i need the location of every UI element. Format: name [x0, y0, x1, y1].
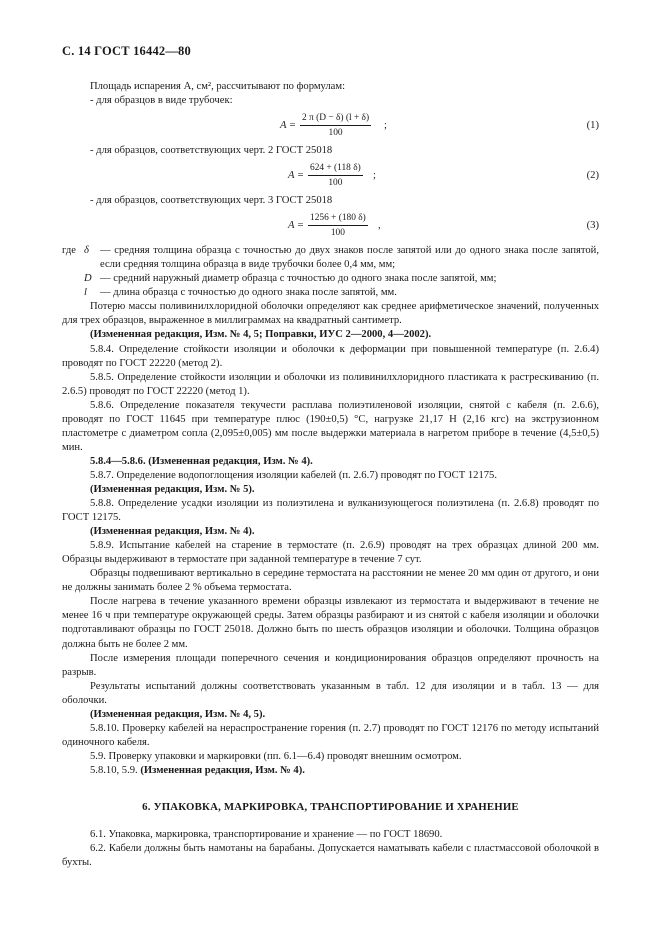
paragraph-5-8-4: 5.8.4. Определение стойкости изоляции и оболочки к деформации при повышенной температуре (п. 2.6.4) проводят по ГОСТ 22220 (метод 2).	[62, 343, 599, 369]
formula-denominator: 100	[328, 128, 343, 139]
amendment-note: (Измененная редакция, Изм. № 4, 5; Поправки, ИУС 2—2000, 4—2002).	[90, 329, 432, 341]
formula-2	[62, 160, 599, 194]
formula-numerator: 2 π (D − δ) (l + δ)	[300, 112, 371, 126]
variable-row	[62, 244, 599, 272]
variable-symbol: δ	[84, 245, 89, 257]
paragraph-5-8-8: 5.8.8. Определение усадки изоляции из полиэтилена и вулканизующегося полиэтилена (п. 2.6.8) проводят по ГОСТ 12175.	[62, 498, 599, 524]
formula-lhs: A =	[280, 120, 297, 132]
page-header: С. 14 ГОСТ 16442—80	[62, 44, 191, 58]
amendment-note: 5.8.4—5.8.6. (Измененная редакция, Изм. № 4).	[90, 455, 313, 467]
paragraph-5-8-9: 5.8.9. Испытание кабелей на старение в термостате (п. 2.6.9) проводят на трех образцах длиной 200 мм. Образцы выдерживают в термостате при заданной температуре в течение 7 сут.	[62, 540, 599, 566]
paragraph: После измерения площади поперечного сечения и кондиционирования образцов определяют прочность на разрыв.	[62, 652, 599, 678]
formula-1	[62, 110, 599, 144]
variable-list	[62, 244, 599, 300]
formula-number: (1)	[586, 120, 599, 132]
paragraph: После нагрева в течение указанного времени образцы извлекают из термостата и выдерживают в течение не менее 16 ч при температуре окружающей среды. Затем образцы разбирают и из снятой с кабеля изоляции и оболочки подготавливают образцы по ГОСТ 25018. Должно быть по шесть образцов изоляции и оболочки. Толщина образцов должна быть не более 2 мм.	[62, 596, 599, 650]
formula-numerator: 624 + (118 δ)	[308, 162, 363, 176]
paragraph-5-8-10: 5.8.10. Проверку кабелей на нераспространение горения (п. 2.7) проводят по ГОСТ 12176 по методу испытаний одиночного кабеля.	[62, 722, 599, 748]
paragraph-5-8-6: 5.8.6. Определение показателя текучести расплава полиэтиленовой изоляции, снятой с кабеля (п. 2.6.6), проводят по ГОСТ 11645 при температуре плюс (190±0,5) °С, нагрузке 21,17 Н (2,16 кгс) на экструзионном пластометре с диаметром сопла (2,095±0,005) мм после выдержки материала в нагретом приборе в течение (4,5±0,5) мин.	[62, 399, 599, 453]
variable-text: — длина образца с точностью до одного знака после запятой, мм.	[100, 287, 397, 299]
formula-lead: - для образцов, соответствующих черт. 3 ГОСТ 25018	[90, 195, 333, 207]
document-body	[62, 80, 599, 870]
formula-numerator: 1256 + (180 δ)	[308, 212, 368, 226]
amendment-note: (Измененная редакция, Изм. № 4).	[140, 764, 305, 776]
formula-lhs: A =	[288, 220, 305, 232]
formula-denominator: 100	[328, 178, 343, 189]
formula-lead: - для образцов, соответствующих черт. 2 ГОСТ 25018	[90, 145, 333, 157]
paragraph-5-9: 5.9. Проверку упаковки и маркировки (пп. 6.1—6.4) проводят внешним осмотром.	[90, 750, 462, 762]
formula-lead: - для образцов в виде трубочек:	[90, 95, 233, 107]
paragraph: Результаты испытаний должны соответствовать указанным в табл. 12 для изоляции и в табл. 13 — для оболочки.	[62, 680, 599, 706]
formula-punct: ;	[384, 120, 387, 132]
paragraph-6-2: 6.2. Кабели должны быть намотаны на барабаны. Допускается наматывать кабели с пластмассовой оболочкой в бухты.	[62, 843, 599, 869]
paragraph-5-8-5: 5.8.5. Определение стойкости изоляции и оболочки из поливинилхлоридного пластиката к растрескиванию (п. 2.6.5) проводят по ГОСТ 22220 (метод 1).	[62, 371, 599, 397]
formula-number: (3)	[586, 220, 599, 232]
variable-row	[62, 286, 599, 300]
paragraph-5-8-7: 5.8.7. Определение водопоглощения изоляции кабелей (п. 2.6.7) проводят по ГОСТ 12175.	[90, 469, 497, 481]
variable-symbol: D	[84, 273, 92, 285]
amendment-note: (Измененная редакция, Изм. № 4, 5).	[90, 708, 266, 720]
formula-fraction	[300, 112, 371, 139]
amendment-line	[62, 764, 599, 778]
intro-text: Площадь испарения A, см², рассчитывают по формулам:	[90, 81, 346, 92]
variable-row	[62, 272, 599, 286]
formula-denominator: 100	[330, 228, 345, 239]
formula-lhs: A =	[288, 170, 305, 182]
amendment-note: (Измененная редакция, Изм. № 4).	[90, 526, 255, 538]
amendment-prefix: 5.8.10, 5.9.	[90, 764, 138, 776]
formula-number: (2)	[586, 170, 599, 182]
paragraph-6-1: 6.1. Упаковка, маркировка, транспортирование и хранение — по ГОСТ 18690.	[90, 829, 443, 841]
formula-punct: ,	[378, 220, 381, 232]
variable-text: — средняя толщина образца с точностью до двух знаков после запятой или до одного знака после запятой, если средняя толщина образца в виде трубочки более 0,4 мм, мм;	[100, 245, 599, 271]
variable-symbol: l	[84, 287, 87, 299]
section-title: 6. УПАКОВКА, МАРКИРОВКА, ТРАНСПОРТИРОВАНИЕ И ХРАНЕНИЕ	[142, 800, 519, 813]
amendment-note: (Измененная редакция, Изм. № 5).	[90, 483, 255, 495]
paragraph: Образцы подвешивают вертикально в середине термостата на расстоянии не менее 20 мм один от другого, и они не должны занимать более 2 % объема термостата.	[62, 568, 599, 594]
formula-punct: ;	[373, 170, 376, 182]
formula-fraction	[308, 212, 368, 239]
formula-3	[62, 210, 599, 244]
formula-fraction	[308, 162, 363, 189]
variable-prefix: где	[62, 245, 76, 257]
variable-text: — средний наружный диаметр образца с точностью до одного знака после запятой, мм;	[100, 273, 497, 285]
paragraph: Потерю массы поливинилхлоридной оболочки определяют как среднее арифметическое значений, полученных для трех образцов, выраженное в миллиграммах на квадратный сантиметр.	[62, 301, 599, 327]
